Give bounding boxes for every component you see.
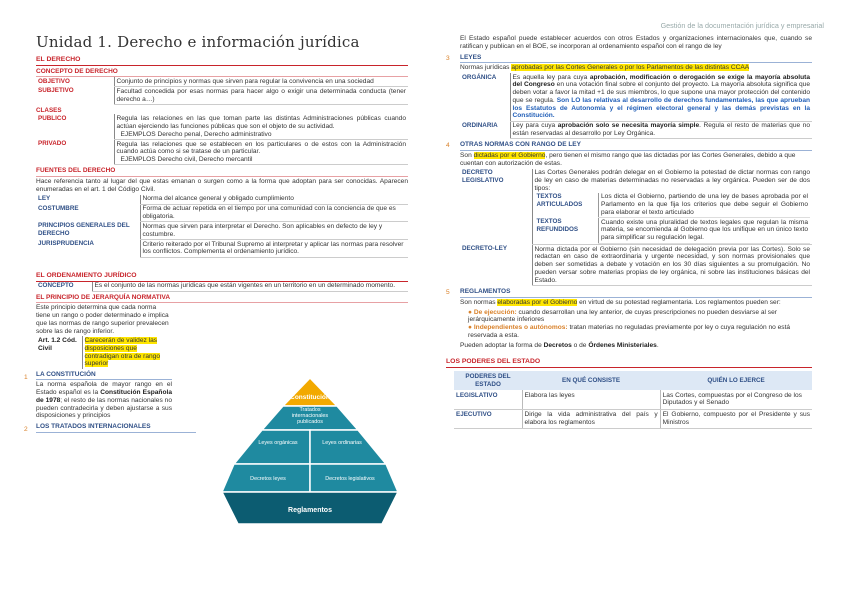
- subsection-concepto: CONCEPTO DE DERECHO: [36, 68, 408, 78]
- table-row: [460, 169, 812, 245]
- organica-blue: Son LO las relativas al desarrollo de derechos fundamentales, las que aprueban los Estatutos de Autonomía y el régimen electoral general y las demás previstas en la Constitución.: [512, 96, 811, 120]
- table-row: [454, 409, 812, 429]
- table-row: [535, 193, 811, 218]
- otras-text-a: Son: [460, 152, 474, 160]
- row-key: CONCEPTO: [38, 282, 74, 290]
- table-row: [36, 87, 408, 105]
- subsection-leyes: LEYES: [460, 54, 812, 64]
- row-key: COSTUMBRE: [38, 204, 79, 212]
- leyes-text-a: Normas jurídicas: [460, 64, 512, 72]
- row-value: Los dicta el Gobierno, partiendo de una ley de bases aprobada por el Parlamento en la que fija los criterios que debe seguir el Gobierno para elaborar el texto articulado: [599, 193, 811, 218]
- item-number: 2: [24, 426, 28, 434]
- subsection-reglamentos: REGLAMENTOS: [460, 288, 812, 298]
- row-key: DECRETO-LEY: [462, 245, 508, 253]
- table-row: [36, 204, 408, 222]
- jerarquia-block: [24, 303, 172, 421]
- list-item: [468, 309, 812, 325]
- row-value: Las Cortes, compuestas por el Congreso de los Diputados y el Senado: [660, 390, 812, 409]
- list-item-key: De ejecución:: [473, 308, 517, 316]
- subsection-constitucion: LA CONSTITUCIÓN: [36, 371, 172, 381]
- regl-text-b: en virtud de su potestad reglamentaria. Los reglamentos pueden ser:: [577, 298, 781, 306]
- otras-text-b: , pero tienen el mismo rango que las dictadas por las Cortes Generales, debido a que cuentan con autorización de estas.: [460, 152, 796, 167]
- ordenamiento-table: [36, 282, 408, 292]
- pyramid-label: Constitución: [290, 394, 330, 401]
- item-number: 1: [24, 373, 28, 381]
- leyes-text: [446, 63, 812, 73]
- art-table: [36, 336, 172, 368]
- decreto-leg-subtable: [535, 193, 811, 244]
- art-text: Carecerán de validez las disposiciones que contradigan otra de rango superior: [84, 337, 161, 368]
- table-row: [36, 114, 408, 139]
- section-el-derecho: EL DERECHO: [36, 56, 408, 66]
- subsection-otras-normas: OTRAS NORMAS CON RANGO DE LEY: [460, 141, 812, 151]
- row-value: [114, 114, 408, 139]
- column-header: PODERES DEL ESTADO: [454, 371, 522, 390]
- jerarquia-text: Este principio determina que cada norma tiene un rango o poder determinado e implica que las normas de rango superior prevalecen sobre las de rango inferior.: [36, 304, 169, 335]
- concepto-table: [36, 77, 408, 105]
- subsection-jerarquia: EL PRINCIPIO DE JERARQUÍA NORMATIVA: [36, 294, 408, 304]
- row-value: Conjunto de principios y normas que sirven para regular la convivencia en una sociedad: [114, 77, 408, 86]
- page-title: Unidad 1. Derecho e información jurídica: [36, 33, 360, 51]
- constitucion-text-b: ; el resto de las normas nacionales no pueden contradecirla y deben ajustarse a sus disposiciones y principios: [36, 396, 172, 420]
- forma-bold-a: Decretos: [543, 341, 572, 349]
- row-value: Facultad concedida por esas normas para hacer algo o exigir una determinada conducta (tener derecho a…): [114, 87, 408, 105]
- item-number: 3: [446, 54, 450, 62]
- page-header: Gestión de la documentación jurídica y empresarial: [660, 21, 824, 30]
- list-item-value: cuando desarrollan una ley anterior, de cuyas prescripciones no pueden desviarse al ser jerárquicamente inferiores: [468, 308, 777, 324]
- row-key: JURISPRUDENCIA: [38, 240, 94, 248]
- subsection-fuentes: FUENTES DEL DERECHO: [36, 167, 408, 177]
- ordinaria-b: . Regula el resto de materias que no están reservadas al desarrollo por Ley Orgánica.: [512, 122, 810, 138]
- constitucion-text: [36, 380, 172, 421]
- reglamentos-text: [446, 298, 812, 308]
- forma-b: o de: [571, 341, 589, 349]
- row-value: Criterio reiterado por el Tribunal Supremo al interpretar y aplicar las normas para resolver los conflictos. Complementa el ordenamiento jurídico.: [140, 240, 408, 258]
- row-key: PRINCIPIOS GENERALES DEL DERECHO: [38, 222, 130, 237]
- row-value: Elabora las leyes: [522, 390, 660, 409]
- table-row: [36, 282, 408, 291]
- section-poderes: LOS PODERES DEL ESTADO: [446, 358, 812, 368]
- art-key: Art. 1.2 Cód. Civil: [38, 337, 77, 352]
- pyramid-label: Reglamentos: [288, 507, 332, 514]
- table-row: [36, 222, 408, 240]
- regl-highlight: elaboradas por el Gobierno: [497, 298, 578, 306]
- clases-table: [36, 114, 408, 165]
- left-column: [24, 33, 408, 434]
- row-key: DECRETO LEGISLATIVO: [462, 169, 504, 184]
- organica-a: Es aquella ley para cuya: [512, 73, 590, 81]
- reglamentos-list: [446, 308, 812, 341]
- pyramid-level-constitucion: [283, 378, 337, 406]
- list-item-key: Independientes o autónomos:: [473, 324, 568, 332]
- pyramid-label: Tratados internacionales publicados: [291, 407, 329, 426]
- row-value: Dirige la vida administrativa del país y elabora los reglamentos: [522, 409, 660, 429]
- publico-text: Regula las relaciones en las que toman parte las distintas Administraciones públicas cuando actúan ejerciendo las funciones públicas que son el objeto de su actividad.: [116, 115, 406, 130]
- table-row: [36, 139, 408, 164]
- clases-label: CLASES: [36, 107, 62, 115]
- table-row: [460, 121, 812, 139]
- pyramid-label-wrap: [316, 440, 368, 460]
- ordinaria-bold: aprobación solo se necesita mayoría simple: [557, 122, 700, 130]
- privado-text: Regula las relaciones que se establecen en los particulares o de estos con la Administración cuando actúa como si se tratase de un particular.: [116, 140, 406, 156]
- item-number: 5: [446, 289, 450, 297]
- regl-text-a: Son normas: [460, 298, 498, 306]
- forma-a: Pueden adoptar la forma de: [460, 341, 544, 349]
- row-key: LEGISLATIVO: [454, 390, 522, 409]
- row-key: PUBLICO: [38, 115, 67, 123]
- row-value: Norma del alcance general y obligado cumplimiento: [140, 195, 408, 204]
- pyramid-label-wrap: [282, 407, 338, 431]
- pyramid-label-wrap: [252, 440, 304, 460]
- table-row: [36, 195, 408, 204]
- row-value: Cuando existe una pluralidad de textos legales que regulan la misma materia, se encomienda al Gobierno que los unifique en un único texto para simplificar su regulación legal.: [599, 218, 811, 243]
- row-key: ORDINARIA: [462, 121, 498, 129]
- row-key: ORGÁNICA: [462, 73, 497, 81]
- row-key: PRIVADO: [38, 140, 67, 148]
- otras-text: [446, 151, 812, 169]
- leyes-table: [460, 73, 812, 140]
- row-key: OBJETIVO: [38, 77, 70, 85]
- forma-c: .: [656, 341, 659, 349]
- row-value: [114, 139, 408, 164]
- list-item: [468, 324, 812, 340]
- row-key: EJECUTIVO: [454, 409, 522, 429]
- row-value: El Gobierno, compuesto por el Presidente y sus Ministros: [660, 409, 812, 429]
- fuentes-text: Hace referencia tanto al lugar del que estas emanan o surgen como a la forma que adoptan para ser conocidas. Aparecen enumeradas en el art. 1 del Código Civil.: [36, 178, 408, 193]
- pyramid-label: Leyes orgánicas: [258, 440, 298, 446]
- row-key: LEY: [38, 195, 51, 203]
- table-row: [535, 218, 811, 243]
- jerarquia-pyramid-diagram: [222, 378, 398, 526]
- row-key: TEXTOS REFUNDIDOS: [536, 218, 579, 233]
- forma-bold-b: Órdenes Ministeriales: [588, 341, 657, 349]
- list-item-value: tratan materias no reguladas previamente por ley o cuya regulación no está reservada a esta.: [468, 324, 791, 339]
- otras-highlight: dictadas por el Gobierno: [473, 152, 546, 160]
- table-row: [36, 77, 408, 86]
- publico-ejemplos: EJEMPLOS Derecho penal, Derecho administrativo: [120, 130, 272, 138]
- leyes-highlight: aprobadas por las Cortes Generales o por los Parlamentos de las distintas CCAA: [511, 64, 750, 72]
- column-header: EN QUÉ CONSISTE: [522, 371, 660, 390]
- row-value: Es el conjunto de las normas jurídicas que están vigentes en un territorio en un determinado momento.: [92, 282, 408, 291]
- table-row: [36, 336, 172, 368]
- forma-text: [446, 341, 812, 351]
- pyramid-label: Decretos legislativos: [325, 476, 375, 482]
- ordinaria-a: Ley para cuya: [512, 122, 558, 130]
- constitucion-bold: Constitución Española de 1978: [36, 389, 172, 404]
- privado-ejemplos: EJEMPLOS Derecho civil, Derecho mercantil: [120, 156, 253, 164]
- tratados-text: El Estado español puede establecer acuerdos con otros Estados y organizaciones internacionales que, cuando se ratifican y publican en el BOE, se incorporan al ordenamiento español con el rango de ley: [460, 35, 812, 50]
- fuentes-table: [36, 195, 408, 258]
- row-value: Forma de actuar repetida en el tiempo por una comunidad con la conciencia de que es obligatoria.: [140, 204, 408, 222]
- bullet-icon: ●: [468, 308, 474, 316]
- pyramid-label: Leyes ordinarias: [322, 440, 362, 446]
- decreto-leg-text: Las Cortes Generales podrán delegar en el Gobierno la potestad de dictar normas con rango de ley en caso de materias determinadas no reservadas a ley orgánica. Pueden ser de dos tipos:: [534, 169, 810, 192]
- bullet-icon: ●: [468, 324, 474, 332]
- table-row: [460, 73, 812, 121]
- right-column: [446, 34, 812, 429]
- table-header-row: [454, 371, 812, 390]
- table-row: [454, 390, 812, 409]
- organica-b: en una votación final sobre el conjunto del proyecto. La mayoría absoluta significa que deben votar a favor la mitad +1 de sus miembros, lo que supone una mayor protección del contenido que se regula.: [512, 81, 810, 104]
- row-value: [532, 169, 812, 245]
- row-value: Normas que sirven para interpretar el Derecho. Son aplicables en defecto de ley y costumbre.: [140, 222, 408, 240]
- otras-table: [460, 169, 812, 286]
- section-ordenamiento: EL ORDENAMIENTO JURÍDICO: [36, 272, 408, 282]
- art-value: [82, 336, 172, 368]
- column-header: QUIÉN LO EJERCE: [660, 371, 812, 390]
- row-key: SUBJETIVO: [38, 87, 74, 95]
- row-key: TEXTOS ARTICULADOS: [536, 193, 583, 208]
- pyramid-label: Decretos leyes: [250, 476, 286, 482]
- table-row: [460, 245, 812, 286]
- poderes-table: [454, 371, 812, 429]
- table-row: [36, 240, 408, 258]
- row-value: Norma dictada por el Gobierno (sin necesidad de delegación previa por las Cortes). Solo se redactan en caso de extraordinaria y urgente necesidad, y son normas provisionales que deben ser sometidas a debate y votación en los 30 días siguientes a su promulgación. No pueden versar sobre materias propias de ley orgánica, ni sobre las instituciones básicas del Estado.: [532, 245, 812, 286]
- constitucion-text-a: La norma española de mayor rango en el Estado español es la: [36, 381, 172, 397]
- subsection-tratados: LOS TRATADOS INTERNACIONALES: [36, 423, 196, 433]
- item-number: 4: [446, 142, 450, 150]
- row-value: [510, 121, 812, 139]
- organica-bold: aprobación, modificación o derogación se exige la mayoría absoluta del Congreso: [512, 73, 810, 89]
- row-value: [510, 73, 812, 121]
